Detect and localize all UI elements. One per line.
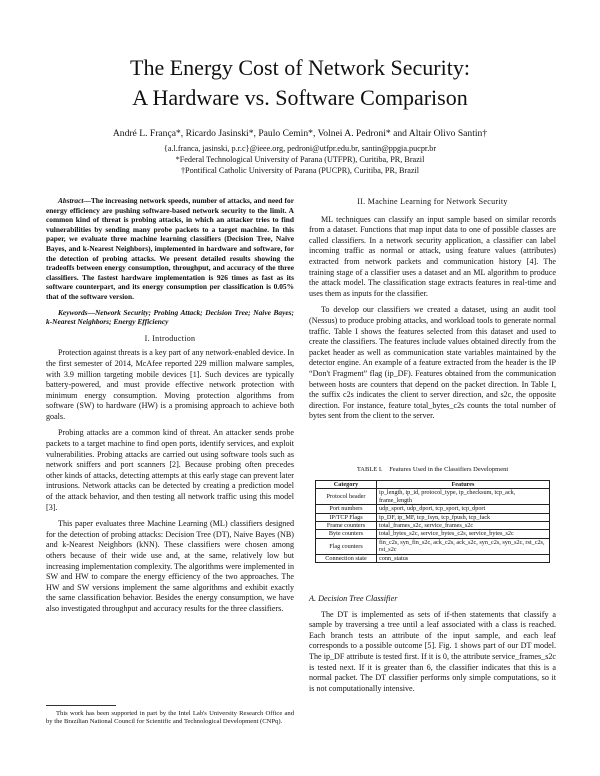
affiliation-pucpr: †Pontifical Catholic University of Parana (PUCPR), Curitiba, PR, Brazil <box>180 166 420 175</box>
section-1-heading: I. Introduction <box>144 333 196 343</box>
footnote: This work has been supported in part by the Intel Lab's University Research Office and by the Brazilian National Council for Scientific and Technological Development (CNPq). <box>46 710 294 726</box>
table-cell-category: Protocol header <box>316 489 377 505</box>
author-list: André L. França*, Ricardo Jasinski*, Paulo Cemin*, Volnei A. Pedroni* and Altair Olivo Santin† <box>112 128 488 139</box>
table-cell-features: ip_length, ip_id, protocol_type, ip_checksum, tcp_ack, frame_length <box>377 489 550 505</box>
intro-paragraph-2: Probing attacks are a common kind of threat. An attacker sends probe packets to a target machine to find open ports, identify services, and exploit vulnerabilities. Probing attacks are carried out using software tools such as network sniffers and port scanners [2]. Because probing often precedes other kinds of attacks, detecting attempts at this early stage can prevent later intrusions. Network attacks can be detected by creating a prediction model of the attack behavior, and then testing all network traffic using this model [3]. <box>46 428 294 512</box>
intro-paragraph-1: Protection against threats is a key part of any network-enabled device. In the first semester of 2014, McAfee reported 229 million malware samples, with 3.9 million targeting mobile devices [1]. Such devices are typically battery-powered, and must provide effective network protection with minimum energy consumption. Moving protection algorithms from software (SW) to hardware (HW) is a promising approach to achieve both goals. <box>46 348 294 421</box>
table-row <box>316 522 550 530</box>
author-emails: {a.l.franca, jasinski, p.r.c}@ieee.org, pedroni@utfpr.edu.br, santin@ppgia.pucpr.br <box>163 144 437 153</box>
table-row <box>316 538 550 554</box>
paper-title-line-2: A Hardware vs. Software Comparison <box>132 85 468 110</box>
keywords-label: Keywords <box>58 307 88 317</box>
footnote-rule <box>46 705 116 706</box>
table-row <box>316 489 550 505</box>
keywords <box>46 308 294 327</box>
table-cell-category: IP/TCP Flags <box>316 513 377 521</box>
table-caption <box>309 466 556 473</box>
abstract <box>46 196 294 302</box>
table-row <box>316 513 550 521</box>
intro-paragraph-3: This paper evaluates three Machine Learning (ML) classifiers designed for the detection of probing attacks: Decision Tree (DT), Naive Bayes (NB) and k-Nearest Neighbors (kNN). These classifiers were chosen among others because of their wide use and, at the same, relatively low but increasing implementation complexity. The algorithms were implemented in SW and HW to compare the energy efficiency of the two approaches. The HW and SW versions implement the same algorithms and exhibit exactly the same classification behavior. Besides the energy consumption, we have also investigated throughput and accuracy results for the three classifiers. <box>46 519 294 613</box>
abstract-label: Abstract <box>58 196 84 205</box>
table-cell-category: Flag counters <box>316 538 377 554</box>
table-header-category: Category <box>316 481 377 489</box>
left-column <box>46 196 294 615</box>
table-cell-category: Frame counters <box>316 522 377 530</box>
table-cell-category: Connection state <box>316 554 377 562</box>
table-row <box>316 554 550 562</box>
table-cell-features: total_bytes_s2c, service_bytes_c2s, service_bytes_s2c <box>377 530 550 538</box>
keywords-text: —Network Security; Probing Attack; Decision Tree; Naive Bayes; k-Nearest Neighbors; Energy Efficiency <box>46 307 294 327</box>
table-cell-features: conn_status <box>377 554 550 562</box>
subsection-a-heading: A. Decision Tree Classifier <box>309 594 398 603</box>
ml-paragraph-2: To develop our classifiers we created a dataset, using an audit tool (Nessus) to produce probing attacks, and workload tools to generate normal traffic. Table I shows the features selected from this dataset and used to create the classifiers. The features include values obtained directly from the packet header as well as communication state variables maintained by the detector engine. An example of a feature extracted from the header is the IP “Don't Fragment” flag (ip_DF). Features obtained from the communication between hosts are counters that depend on the packet direction. In Table I, the suffix c2s indicates the client to server direction, and s2c, the opposite direction. For instance, feature total_bytes_c2s counts the total number of bytes sent from the client to the server. <box>309 305 556 421</box>
table-caption-text: Features Used in the Classifiers Development <box>389 466 509 473</box>
paper-title-line-1: The Energy Cost of Network Security: <box>130 55 470 80</box>
table-row <box>316 505 550 513</box>
right-column-bottom <box>309 594 556 694</box>
dt-paragraph: The DT is implemented as sets of if-then statements that classify a sample by traversing a tree until a leaf associated with a class is reached. Each branch tests an attribute of the input sample, and each leaf corresponds to a possible outcome [5]. Fig. 1 shows part of our DT model. The ip_DF attribute is tested first. If it is 0, the attribute service_frames_s2c is tested next. If it is greater than 6, the classifier indicates that this is a normal packet. The DT classifier performs only simple computations, so it is not computationally intensive. <box>309 609 556 693</box>
features-table <box>315 480 550 563</box>
abstract-text: —The increasing network speeds, number of attacks, and need for energy efficiency are pushing software-based network security to the limit. A common kind of threat is probing attacks, in which an attacker tries to find vulnerabilities by sending many probe packets to a target machine. In this paper, we evaluate three machine learning classifiers (Decision Tree, Naive Bayes, and k-Nearest Neighbors), implemented in hardware and software, for the detection of probing attacks. We present detailed results showing the tradeoffs between energy consumption, throughput, and accuracy of the three classifiers. The fastest hardware implementation is 926 times as fast as its software counterpart, and its energy consumption per classification is 0.05% that of the software version. <box>46 196 294 301</box>
ml-paragraph-1: ML techniques can classify an input sample based on similar records from a dataset. Functions that map input data to one of possible classes are called classifiers. In a network security application, a classifier can label incoming traffic as normal or attack, using feature values (attributes) extracted from network packets and communication history [4]. The training stage of a classifier uses a dataset and an ML algorithm to produce the attack model. The classification stage extracts features in real-time and uses them as inputs for the classifier. <box>309 214 556 298</box>
table-cell-features: ip_DF, ip_MF, tcp_fsyn, tcp_fpush, tcp_fack <box>377 513 550 521</box>
affiliation-utfpr: *Federal Technological University of Parana (UTFPR), Curitiba, PR, Brazil <box>175 155 425 164</box>
footnote-block <box>46 710 294 727</box>
table-header-row <box>316 481 550 489</box>
section-2-heading: II. Machine Learning for Network Security <box>357 197 508 206</box>
table-cell-category: Port numbers <box>316 505 377 513</box>
table-cell-category: Byte counters <box>316 530 377 538</box>
right-column-top <box>309 197 556 422</box>
table-cell-features: udp_sport, udp_dport, tcp_sport, tcp_dport <box>377 505 550 513</box>
table-row <box>316 530 550 538</box>
table-cell-features: fin_c2s, syn_fin_s2c, ack_c2s, ack_s2c, syn_c2s, syn_s2c, rst_c2s, rst_s2c <box>377 538 550 554</box>
table-cell-features: total_frames_s2c, service_frames_s2c <box>377 522 550 530</box>
table-caption-number: TABLE I. <box>356 466 383 473</box>
table-header-features: Features <box>377 481 550 489</box>
